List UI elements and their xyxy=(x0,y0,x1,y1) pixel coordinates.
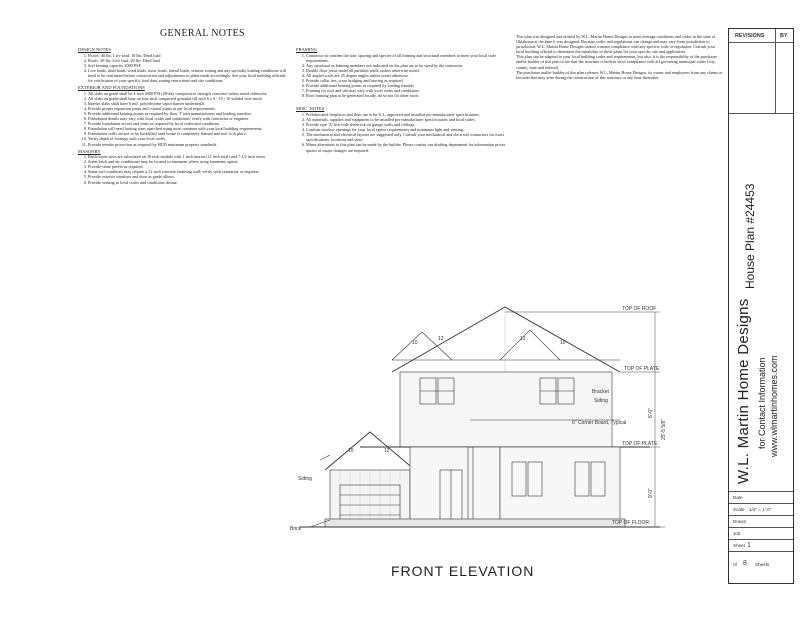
center-wall xyxy=(410,447,500,527)
note-item: 4. Provide proper expansion joints and control joints as per local requirements. xyxy=(88,106,288,111)
scale-value: 1/4" = 1'-0" xyxy=(749,507,772,512)
note-item: 7. Provide foundation access and vents as required by local codes and conditions. xyxy=(88,121,288,126)
top-of-plate-upper-label: TOP OF PLATE xyxy=(624,366,660,372)
note-item: 3. Soil bearing capacity 2000 PSF xyxy=(88,63,288,68)
note-item: 5. The mechanical and electrical layouts are suggested only. Consult your mechanical and electrical contractors for exact specifications, locations and sizes. xyxy=(306,132,508,142)
disclaimer-paragraph: This plan was designed and drafted by W.L. Martin Home Designs to meet average conditions and codes in the state of Oklahoma at the time it was designed. Because codes and regulations can change and may vary from jurisdiction to jurisdiction, W.L. Martin Home Designs cannot warrant compliance with any specific code or regulation. Consult your local building official to determine the suitability of these plans for your specific site and application. xyxy=(516,34,716,55)
main-roof-outline xyxy=(392,307,620,372)
misc-notes-header: MISC. NOTES xyxy=(296,106,325,112)
company-name: W.L. Martin Home Designs xyxy=(735,298,752,484)
note-item: 5. Provide exterior windows and door as grade allows. xyxy=(88,174,288,179)
note-item: 5. Provide collar ties, cross bridging and bracing as required. xyxy=(306,78,508,83)
note-item: 4. Some soil conditions may require a 12 inch concrete retaining wall; verify with contractor or engineer. xyxy=(88,169,288,174)
right-dormer-roof xyxy=(500,330,560,360)
note-item: 6. Provide additional bearing points as required by loading transfer. xyxy=(306,83,508,88)
note-item: 1. Brick/stone sizes are calculated on 10 inch module with 1 inch mortar (11 inch total) and 7-1/2 inch risers. xyxy=(88,154,288,159)
top-of-floor-label: TOP OF FLOOR xyxy=(612,520,650,526)
note-item: 3. Double floor joists under all partition walls, unless otherwise noted. xyxy=(306,68,508,73)
note-item: 8. Roof framing plan to be generated locally, do so not for other roofs. xyxy=(306,93,508,98)
sheet-number: 1 xyxy=(747,542,751,549)
bracket-label: Bracket xyxy=(592,389,609,395)
sheet-total: 8 xyxy=(743,560,747,567)
note-item: 1. Prefabricated fireplaces and flues are to be U.L. approved and installed per manufacturer specifications. xyxy=(306,112,508,117)
pitch-label: 10 xyxy=(348,448,354,454)
note-item: 6. Foundation details may vary with local codes and conditions, verify with contractor or engineer. xyxy=(88,116,288,121)
dimension-lower: 9'-0" xyxy=(648,488,654,498)
general-notes-title: GENERAL NOTES xyxy=(160,28,245,39)
note-item: 9. Foundation walls are not to be backfilled until house is completely framed and roof is in place. xyxy=(88,131,288,136)
siding-label-left: Siding xyxy=(298,476,312,482)
note-item: 3. Provide type 'X' fire code sheetrock on garage walls and ceilings. xyxy=(306,122,508,127)
note-item: 1. Contractor to confirm the size, spacing and species of all framing and structural members to meet your local code requirements. xyxy=(306,53,508,63)
note-item: 7. Framing for roof and site may vary with local codes and conditions. xyxy=(306,88,508,93)
front-elevation-caption: FRONT ELEVATION xyxy=(391,563,535,579)
pitch-label: 12 xyxy=(520,336,526,342)
framing-header: FRAMING xyxy=(296,47,318,52)
sheet-label: Sheet xyxy=(733,543,746,548)
brick-base xyxy=(325,519,625,527)
note-item: 2. Any structural or framing members not indicated on the plan are to be sized by the contractor. xyxy=(306,63,508,68)
brick-label: Brick xyxy=(290,526,302,532)
by-label: BY xyxy=(780,33,788,39)
note-item: 3. Provide stone pavers as required. xyxy=(88,164,288,169)
note-item: 1. Floors: 40 lbs. Live load, 10 lbs. Dead load xyxy=(88,53,288,58)
pitch-label: 12 xyxy=(438,336,444,342)
drawn-label: Drawn xyxy=(733,519,747,524)
upper-wall xyxy=(400,372,612,447)
note-item: 3. Interior slabs shall have 6 mil. polyethylene vapor barrier underneath. xyxy=(88,101,288,106)
right-wall xyxy=(500,447,620,527)
date-label: Date xyxy=(733,495,743,500)
disclaimer-paragraph: This plan can be adapted to your local building codes and requirements, but also, it is the responsibility of the purchaser and/or builder of this plan to see that the structure is built in strict compliance with all governing municipal codes (city, county, state and federal). xyxy=(516,54,717,70)
note-item: 6. Minor alterations to this plan can be made by the builder. Please contact our drafting department for information prices quotes of major changes are required. xyxy=(306,142,508,152)
scale-label: Scale xyxy=(733,507,745,512)
disclaimer-paragraph: The purchaser and/or builder of this plan releases W.L. Martin Home Designs, its owner and employees from any claims or lawsuits that may arise during the construction of this structure or any time thereafter. xyxy=(516,69,723,80)
of-label: of xyxy=(733,562,737,567)
top-of-roof-label: TOP OF ROOF xyxy=(622,306,657,312)
top-of-plate-lower-label: TOP OF PLATE xyxy=(622,441,658,447)
note-item: 4. Confirm window openings for your local egress requirements and minimum light and venting. xyxy=(306,127,508,132)
pitch-label: 10 xyxy=(412,340,418,346)
note-item: 2. All materials, supplies and equipment to be installed per manufacturer specifications and local codes. xyxy=(306,117,508,122)
website: www.wlmartinhomes.com xyxy=(769,355,779,457)
note-item: 5. Provide additional bearing points as required by floor 'I' joist manufacturers and loading transfers. xyxy=(88,111,288,116)
revisions-label: REVISIONS xyxy=(735,33,765,39)
siding-label-right: Siding xyxy=(594,398,608,404)
note-item: 2. All slabs on grade shall bear on four inch compacted granular fill with 6 x 6 - 10 / 10 welded wire mesh. xyxy=(88,96,288,101)
note-item: 11. Provide termite protection as required by HUD minimum property standards. xyxy=(88,142,288,147)
note-item: 8. Foundation will need footing sizes specified using most common with your local building requirements. xyxy=(88,126,288,131)
job-label: Job xyxy=(733,531,741,536)
note-item: 4. All angled walls are 45 degree angles unless noted otherwise. xyxy=(306,73,508,78)
note-item: 1. All slabs on grade shall be 4 inch 3000 PSI (28-day compressive strength concrete) unless noted otherwise. xyxy=(88,91,288,96)
title-block xyxy=(728,28,794,584)
note-item: 2. Roofs: 30 lbs. Live load, 20 lbs. Dead load xyxy=(88,58,288,63)
pitch-label: 10 xyxy=(560,340,566,346)
design-notes-header: DESIGN NOTES xyxy=(78,47,111,52)
sheets-label: Sheets xyxy=(755,562,770,567)
pitch-label: 12 xyxy=(384,448,390,454)
masonry-header: MASONRY xyxy=(78,148,101,154)
plan-number: House Plan #24453 xyxy=(743,183,757,289)
note-item: 10. Verify depth of footings with your local codes. xyxy=(88,136,288,141)
exterior-foundations-header: EXTERIOR AND FOUNDATIONS xyxy=(78,85,145,91)
note-item: 6. Provide venting as local codes and conditions dictate. xyxy=(88,180,288,185)
contact-line: for Contact Information xyxy=(757,357,767,449)
corner-board-label: 6" Corner Board, Typical xyxy=(572,420,627,426)
note-item: 2. Some brick and air conditioner may be located in basement where using basement option. xyxy=(88,159,288,164)
dimension-total: 25'-5 5/8" xyxy=(661,418,667,440)
note-item: 4. Live loads, dead loads, wind loads, snow loads, lateral loads, seismic zoning and any specialty loading conditions will need to be confirmed before construction and adjustments to plans made accordingly. See your local building officials for verification of your specific load data, zoning restrictions and site conditions. xyxy=(88,68,288,83)
dimension-upper: 8'-0" xyxy=(648,408,654,418)
